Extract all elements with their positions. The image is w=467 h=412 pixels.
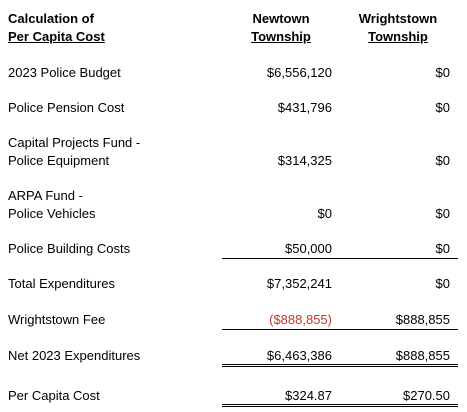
header-newtown-line1: Newtown [252, 11, 310, 26]
newtown-value: $0 [317, 206, 332, 221]
newtown-value: $50,000 [285, 241, 332, 256]
row-label-line1: ARPA Fund - [8, 188, 83, 203]
header-wrightstown-line2: Township [368, 29, 428, 44]
wrightstown-value: $0 [435, 206, 450, 221]
row-label: Per Capita Cost [8, 388, 100, 403]
newtown-value: $6,463,386 [266, 348, 332, 363]
row-label-line1: Capital Projects Fund - [8, 135, 141, 150]
header-newtown-line2: Township [251, 29, 311, 44]
row-label: Police Building Costs [8, 241, 131, 256]
wrightstown-value: $0 [435, 65, 450, 80]
net-double-rule [222, 364, 458, 367]
row-label-line2: Police Vehicles [8, 206, 96, 221]
wrightstown-value: $888,855 [395, 312, 450, 327]
row-label [8, 187, 208, 223]
header-newtown [231, 10, 331, 46]
row-label: 2023 Police Budget [8, 65, 121, 80]
newtown-value: ($888,855) [269, 312, 332, 327]
subtotal-rule [222, 258, 458, 259]
wrightstown-value: $888,855 [395, 348, 450, 363]
per-capita-double-rule [222, 404, 458, 407]
newtown-value: $7,352,241 [266, 276, 332, 291]
newtown-value: $314,325 [277, 153, 332, 168]
row-label: Net 2023 Expenditures [8, 348, 141, 363]
wrightstown-value: $0 [435, 276, 450, 291]
net-rule [222, 329, 458, 330]
header-wrightstown-line1: Wrightstown [358, 11, 438, 26]
newtown-value: $324.87 [285, 388, 332, 403]
row-label [8, 134, 208, 170]
wrightstown-value: $0 [435, 241, 450, 256]
wrightstown-value: $0 [435, 100, 450, 115]
row-label: Police Pension Cost [8, 100, 125, 115]
row-label: Wrightstown Fee [8, 312, 106, 327]
header-calculation-line1: Calculation of [8, 11, 94, 26]
header-calculation [8, 10, 105, 46]
row-label: Total Expenditures [8, 276, 115, 291]
wrightstown-value: $0 [435, 153, 450, 168]
header-calculation-line2: Per Capita Cost [8, 29, 105, 44]
header-wrightstown [348, 10, 448, 46]
wrightstown-value: $270.50 [403, 388, 450, 403]
newtown-value: $6,556,120 [266, 65, 332, 80]
row-label-line2: Police Equipment [8, 153, 110, 168]
newtown-value: $431,796 [277, 100, 332, 115]
